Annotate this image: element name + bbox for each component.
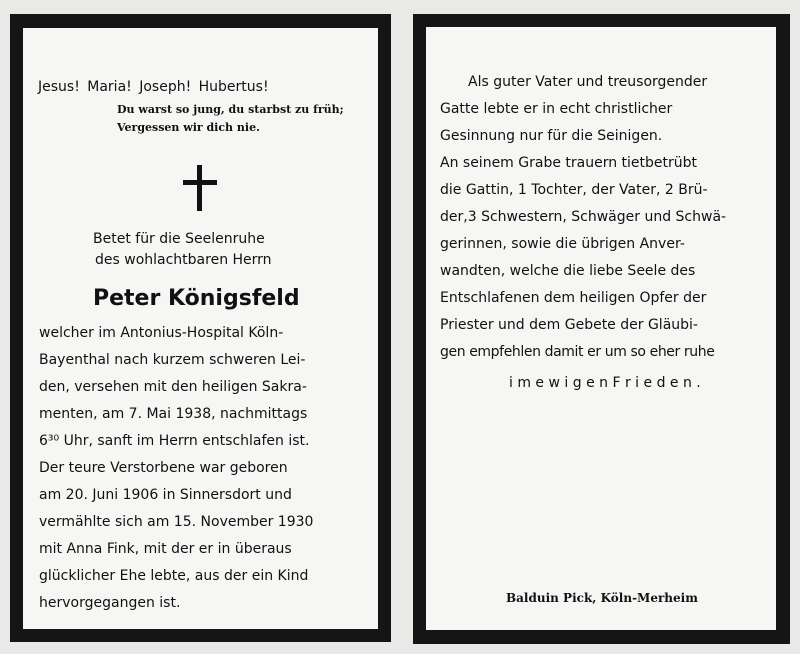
invocation: Jesus! Maria! Joseph! Hubertus! (38, 79, 269, 95)
body-line: hervorgegangen ist. (39, 595, 181, 611)
right-card-paper (426, 27, 776, 630)
body-line: 6³⁰ Uhr, sanft im Herrn entschlafen ist. (39, 433, 310, 449)
deceased-name: Peter Königsfeld (93, 286, 300, 311)
body-line: gen empfehlen damit er um so eher ruhe (440, 344, 715, 360)
body-line: Gesinnung nur für die Seinigen. (440, 128, 663, 144)
body-line: am 20. Juni 1906 in Sinnersdort und (39, 487, 292, 503)
body-line: vermählte sich am 15. November 1930 (39, 514, 314, 530)
body-line: mit Anna Fink, mit der er in überaus (39, 541, 292, 557)
body-line: Bayenthal nach kurzem schweren Lei- (39, 352, 306, 368)
body-line: Gatte lebte er in echt christlicher (440, 101, 673, 117)
prayer-line-2: des wohlachtbaren Herrn (95, 252, 272, 268)
printer-credit: Balduin Pick, Köln-Merheim (506, 591, 698, 605)
body-line: Priester und dem Gebete der Gläubi- (440, 317, 698, 333)
body-line: welcher im Antonius-Hospital Köln- (39, 325, 284, 341)
closing-line: i m e w i g e n F r i e d e n . (509, 375, 701, 391)
left-card (10, 14, 391, 642)
body-line: Als guter Vater und treusorgender (468, 74, 708, 90)
body-line: Entschlafenen dem heiligen Opfer der (440, 290, 707, 306)
latin-cross-icon (183, 165, 217, 211)
body-line: Der teure Verstorbene war geboren (39, 460, 288, 476)
body-line: glücklicher Ehe lebte, aus der ein Kind (39, 568, 309, 584)
verse-line-1: Du warst so jung, du starbst zu früh; (117, 103, 344, 116)
right-card (413, 14, 790, 644)
body-line: den, versehen mit den heiligen Sakra- (39, 379, 307, 395)
prayer-line-1: Betet für die Seelenruhe (93, 231, 265, 247)
body-line: gerinnen, sowie die übrigen Anver- (440, 236, 685, 252)
body-line: An seinem Grabe trauern tietbetrübt (440, 155, 698, 171)
verse-line-2: Vergessen wir dich nie. (117, 121, 260, 134)
body-line: menten, am 7. Mai 1938, nachmittags (39, 406, 308, 422)
body-line: der,3 Schwestern, Schwäger und Schwä- (440, 209, 727, 225)
left-card-paper (23, 28, 378, 629)
body-line: die Gattin, 1 Tochter, der Vater, 2 Brü- (440, 182, 708, 198)
body-line: wandten, welche die liebe Seele des (440, 263, 696, 279)
